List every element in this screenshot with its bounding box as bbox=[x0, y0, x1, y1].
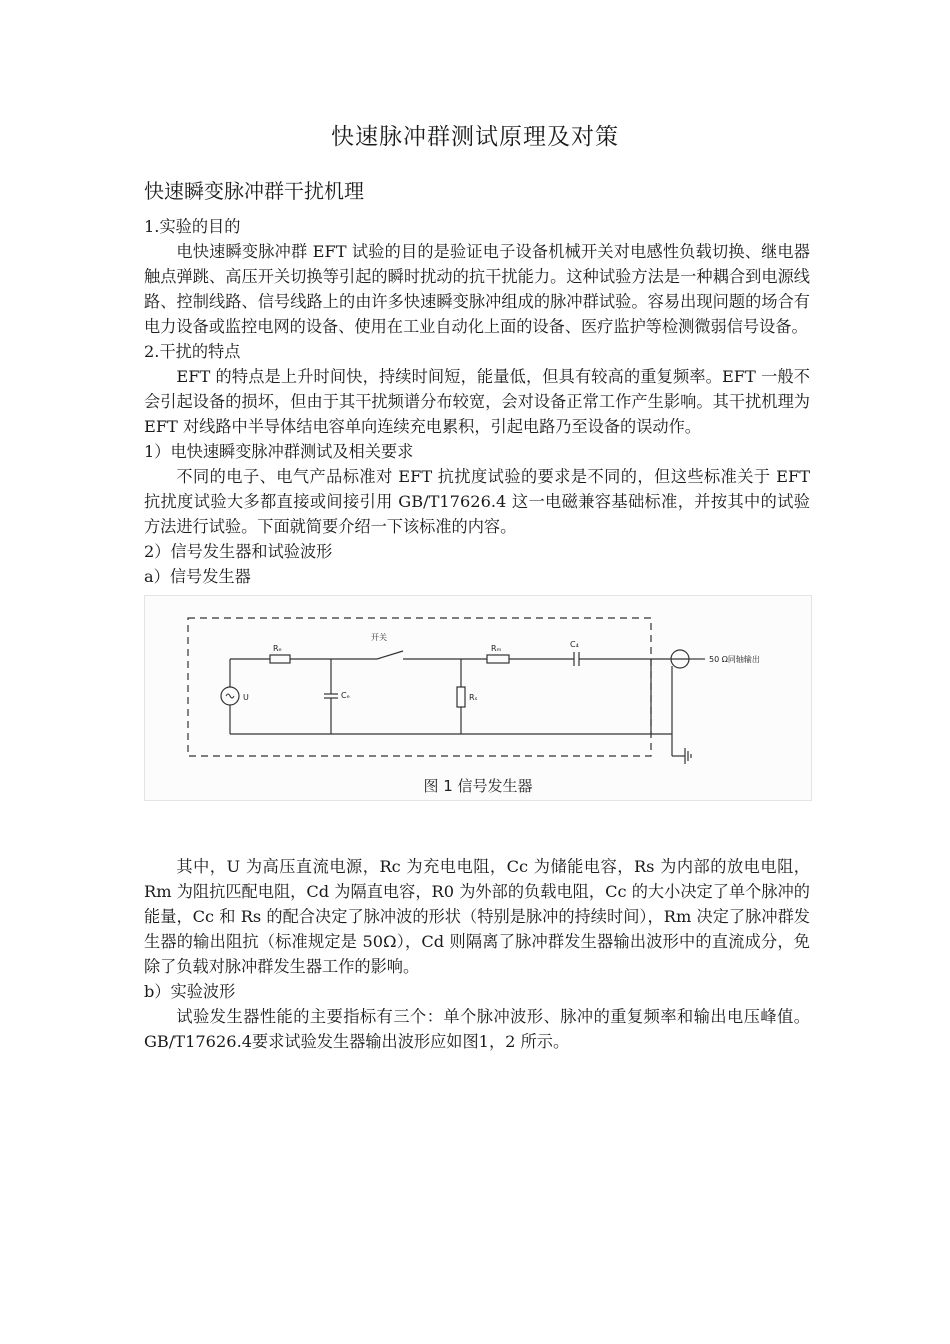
label-rs: Rₛ bbox=[469, 693, 478, 702]
label-cc: Cₑ bbox=[341, 691, 350, 700]
item-heading: 1）电快速瞬变脉冲群测试及相关要求 bbox=[144, 442, 414, 461]
resistor-rm bbox=[487, 655, 509, 663]
signal-generator-figure bbox=[144, 595, 812, 801]
body-text-block-1 bbox=[144, 214, 810, 803]
label-output: 50 Ω同轴输出 bbox=[709, 655, 760, 664]
body-text-block-2 bbox=[144, 854, 810, 1054]
item-heading: b）实验波形 bbox=[144, 982, 236, 1001]
paragraph: 试验发生器性能的主要指标有三个：单个脉冲波形、脉冲的重复频率和输出电压峰值。GB/T17626.4要求试验发生器输出波形应如图1，2 所示。 bbox=[144, 1007, 810, 1051]
item-heading: 1.实验的目的 bbox=[144, 217, 241, 236]
item-heading: a）信号发生器 bbox=[144, 567, 251, 586]
resistor-rc bbox=[270, 655, 290, 663]
label-u: U bbox=[243, 693, 249, 702]
label-cd: C₄ bbox=[570, 640, 579, 649]
section-heading: 快速瞬变脉冲群干扰机理 bbox=[144, 179, 364, 203]
switch-blade bbox=[377, 651, 403, 659]
item-heading: 2.干扰的特点 bbox=[144, 342, 241, 361]
label-switch: 开关 bbox=[371, 633, 387, 642]
paragraph: 不同的电子、电气产品标准对 EFT 抗扰度试验的要求是不同的，但这些标准关于 EFT 抗扰度试验大多都直接或间接引用 GB/T17626.4 这一电磁兼容基础标准，并按其中的试验方法进行试验。下面就简要介绍一下该标准的内容。 bbox=[144, 467, 810, 536]
resistor-rs bbox=[457, 687, 465, 707]
document-title: 快速脉冲群测试原理及对策 bbox=[331, 124, 619, 150]
paragraph: EFT 的特点是上升时间快，持续时间短，能量低，但具有较高的重复频率。EFT 一般不会引起设备的损坏，但由于其干扰频谱分布较宽，会对设备正常工作产生影响。其干扰机理为 EFT 对线路中半导体结电容单向连续充电累积，引起电路乃至设备的误动作。 bbox=[144, 367, 810, 436]
circuit-diagram bbox=[145, 596, 811, 774]
figure-caption: 图 1 信号发生器 bbox=[423, 777, 533, 795]
enclosure-dashed-box bbox=[188, 618, 651, 756]
paragraph: 电快速瞬变脉冲群 EFT 试验的目的是验证电子设备机械开关对电感性负载切换、继电器触点弹跳、高压开关切换等引起的瞬时扰动的抗干扰能力。这种试验方法是一种耦合到电源线路、控制线路、信号线路上的由许多快速瞬变脉冲组成的脉冲群试验。容易出现问题的场合有电力设备或监控电网的设备、使用在工业自动化上面的设备、医疗监护等检测微弱信号设备。 bbox=[144, 242, 810, 336]
label-rm: Rₘ bbox=[491, 644, 502, 653]
label-rc: Rₑ bbox=[273, 644, 282, 653]
item-heading: 2）信号发生器和试验波形 bbox=[144, 542, 333, 561]
paragraph: 其中，U 为高压直流电源，Rc 为充电电阻，Cc 为储能电容，Rs 为内部的放电电阻，Rm 为阻抗匹配电阻，Cd 为隔直电容，R0 为外部的负载电阻，Cc 的大小决定了单个脉冲的能量，Cc 和 Rs 的配合决定了脉冲波的形状（特别是脉冲的持续时间），Rm 决定了脉冲群发生器的输出阻抗（标准规定是 50Ω），Cd 则隔离了脉冲群发生器输出波形中的直流成分，免除了负载对脉冲群发生器工作的影响。 bbox=[144, 857, 810, 976]
